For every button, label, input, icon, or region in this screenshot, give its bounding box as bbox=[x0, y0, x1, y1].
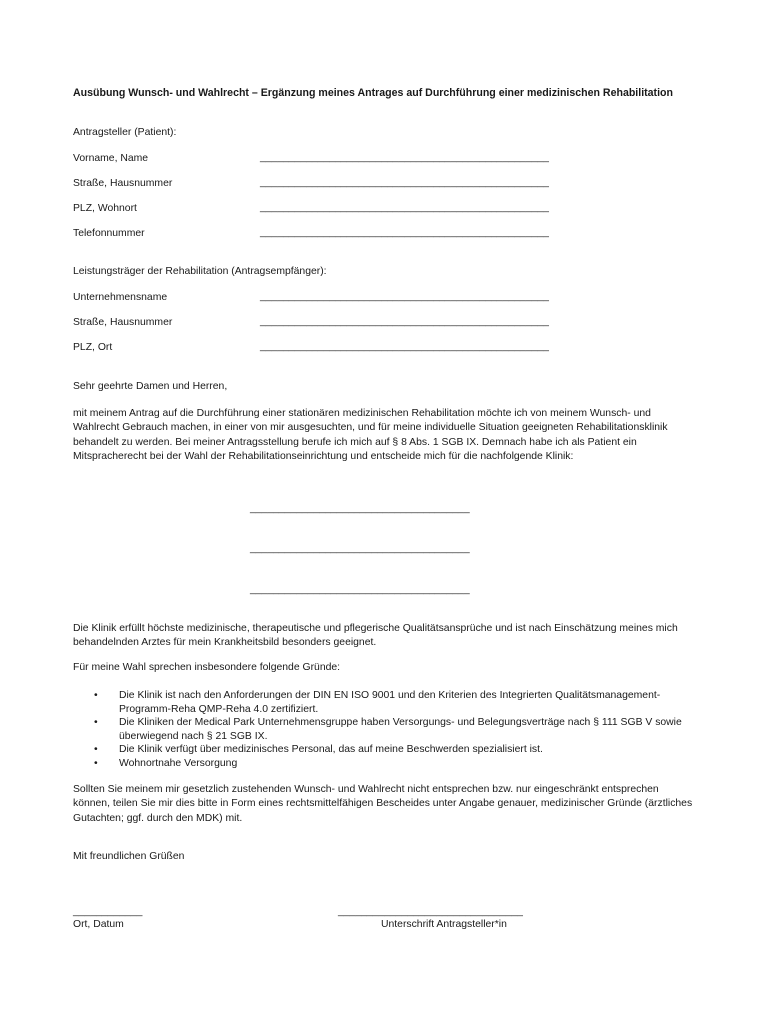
reasons-heading: Für meine Wahl sprechen insbesondere folgende Gründe: bbox=[73, 662, 341, 673]
provider-zip-field[interactable]: __________________________________________________ bbox=[260, 341, 549, 352]
place-date-label: Ort, Datum bbox=[73, 919, 124, 930]
bullet-icon: • bbox=[94, 757, 98, 769]
reason-item bbox=[94, 757, 694, 771]
bullet-icon: • bbox=[94, 744, 98, 756]
provider-company-label: Unternehmensname bbox=[73, 292, 168, 303]
applicant-phone-field[interactable]: __________________________________________________ bbox=[260, 227, 549, 238]
bullet-icon: • bbox=[94, 690, 98, 701]
signature-label: Unterschrift Antragsteller*in bbox=[381, 919, 507, 930]
place-date-field[interactable]: ____________ bbox=[73, 906, 143, 917]
applicant-name-field[interactable]: __________________________________________________ bbox=[260, 152, 549, 163]
reason-text: Wohnortnahe Versorgung bbox=[119, 757, 238, 769]
applicant-name-label: Vorname, Name bbox=[73, 153, 149, 164]
provider-street-label: Straße, Hausnummer bbox=[73, 317, 173, 328]
provider-zip-label: PLZ, Ort bbox=[73, 342, 113, 353]
reason-text: Die Kliniken der Medical Park Unternehmensgruppe haben Versorgungs- und Belegungsverträge nach § 111 SGB V sowie überwiegend nach § 21 SGB IX. bbox=[119, 717, 682, 742]
clinic-line-3[interactable]: ______________________________________ bbox=[250, 584, 470, 595]
applicant-street-field[interactable]: __________________________________________________ bbox=[260, 177, 549, 188]
applicant-heading: Antragsteller (Patient): bbox=[73, 127, 177, 138]
intro-paragraph: mit meinem Antrag auf die Durchführung einer stationären medizinischen Rehabilitation möchte ich von meinem Wunsch- und Wahlrecht Gebrauch machen, in einer von mir ausgesuchten, und für meine individuelle Situation geeigneten Rehabilitationsklinik behandelt zu werden. Bei meiner Antragsstellung berufe ich mich auf § 8 Abs. 1 SGB IX. Demnach habe ich als Patient ein Mitspracherecht bei der Wahl der Rehabilitationseinrichtung und entscheide mich für die nachfolgende Klinik: bbox=[73, 408, 668, 463]
provider-company-field[interactable]: __________________________________________________ bbox=[260, 291, 549, 302]
clinic-line-1[interactable]: ______________________________________ bbox=[250, 503, 470, 514]
applicant-phone-label: Telefonnummer bbox=[73, 228, 145, 239]
applicant-street-label: Straße, Hausnummer bbox=[73, 178, 173, 189]
applicant-zip-field[interactable]: __________________________________________________ bbox=[260, 202, 549, 213]
provider-street-field[interactable]: __________________________________________________ bbox=[260, 316, 549, 327]
applicant-zip-label: PLZ, Wohnort bbox=[73, 203, 137, 214]
reason-item bbox=[94, 743, 694, 757]
clinic-line-2[interactable]: ______________________________________ bbox=[250, 543, 470, 554]
reason-text: Die Klinik ist nach den Anforderungen der DIN EN ISO 9001 und den Kriterien des Integrierten Qualitätsmanagement-Programm-Reha QMP-Reha 4.0 zertifiziert. bbox=[119, 690, 661, 715]
reason-item bbox=[94, 689, 694, 716]
bullet-icon: • bbox=[94, 717, 98, 729]
reason-text: Die Klinik verfügt über medizinisches Personal, das auf meine Beschwerden spezialisiert ist. bbox=[119, 744, 543, 756]
reason-item bbox=[94, 716, 694, 743]
signature-field[interactable]: ________________________________ bbox=[338, 906, 523, 917]
salutation: Sehr geehrte Damen und Herren, bbox=[73, 381, 228, 392]
reasons-list bbox=[94, 689, 694, 771]
greeting: Mit freundlichen Grüßen bbox=[73, 851, 185, 862]
clinic-paragraph: Die Klinik erfüllt höchste medizinische, therapeutische und pflegerische Qualitätsansprüche und ist nach Einschätzung meines mich behandelnden Arztes für mein Krankheitsbild besonders geeignet. bbox=[73, 623, 678, 649]
closing-paragraph: Sollten Sie meinem mir gesetzlich zustehenden Wunsch- und Wahlrecht nicht entsprechen bzw. nur eingeschränkt entsprechen können, teilen Sie mir dies bitte in Form eines rechtsmittelfähigen Bescheides unter Angabe genauer, medizinischer Gründe (ärztliches Gutachten; ggf. durch den MDK) mit. bbox=[73, 784, 693, 824]
provider-heading: Leistungsträger der Rehabilitation (Antragsempfänger): bbox=[73, 266, 327, 277]
document-title: Ausübung Wunsch- und Wahlrecht – Ergänzung meines Antrages auf Durchführung einer medizinischen Rehabilitation bbox=[73, 87, 673, 99]
